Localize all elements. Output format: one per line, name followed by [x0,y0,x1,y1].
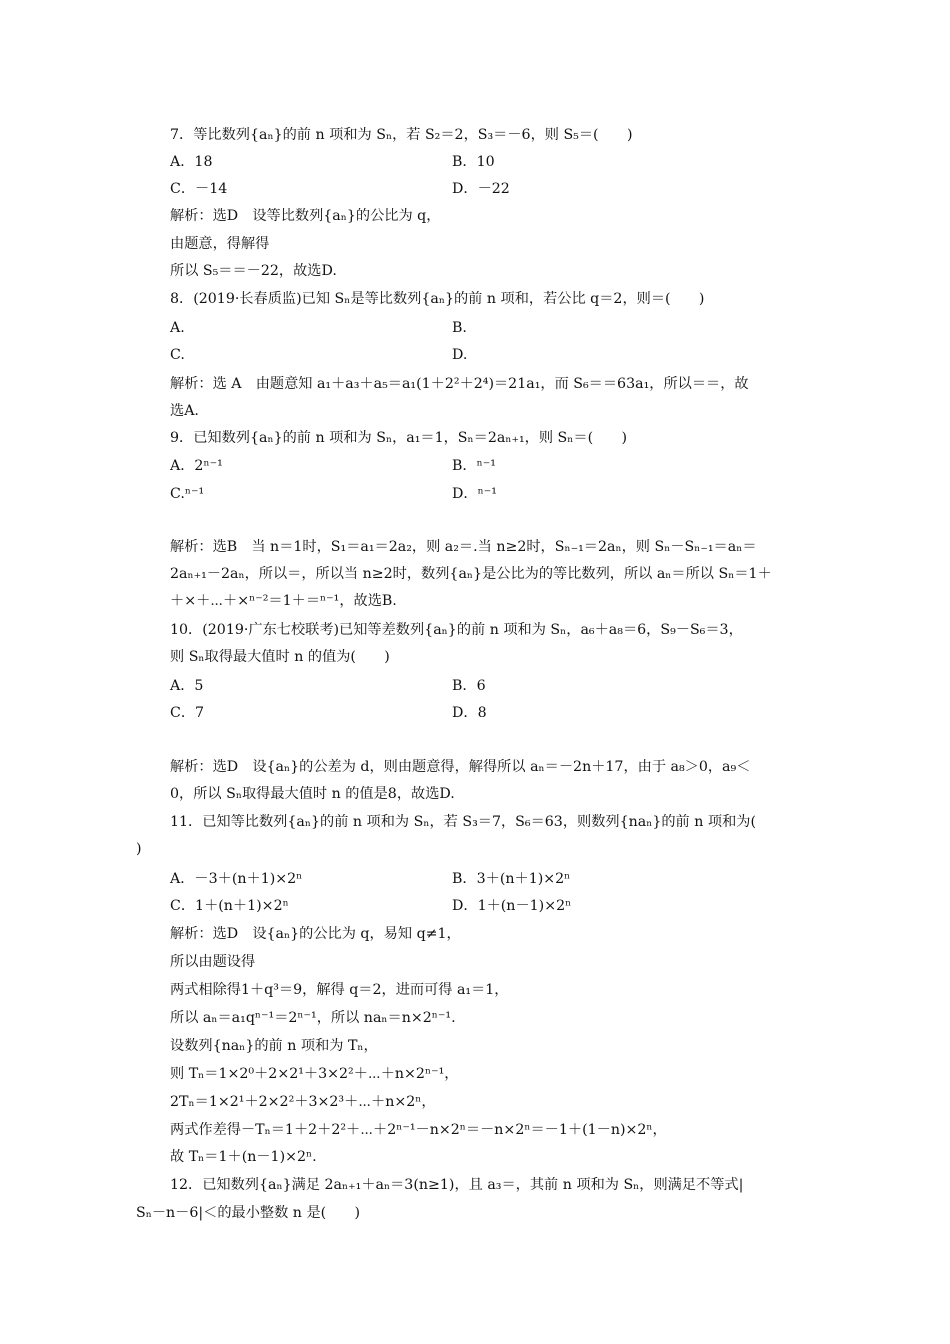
answer-option: D．－22 [452,181,510,197]
answer-option: C．7 [170,705,205,721]
text-line: 所以 S₅＝＝－22，故选D. [170,263,337,279]
text-line: 2aₙ₊₁－2aₙ，所以＝，所以当 n≥2时，数列{aₙ}是公比为的等比数列，所以 aₙ＝所以 Sₙ＝1＋ [170,566,772,582]
answer-option: D．ⁿ⁻¹ [452,486,497,502]
text-line: 则 Tₙ＝1×2⁰＋2×2¹＋3×2²＋⋯＋n×2ⁿ⁻¹， [170,1066,459,1082]
answer-option: C. [170,347,185,363]
text-line: ＋×＋⋯＋×ⁿ⁻²＝1＋＝ⁿ⁻¹，故选B. [170,593,397,609]
text-line: 0，所以 Sₙ取得最大值时 n 的值是8，故选D. [170,786,455,802]
text-line: 选A. [170,403,199,419]
answer-option: B．10 [452,154,495,170]
text-line: 所以 aₙ＝a₁qⁿ⁻¹＝2ⁿ⁻¹，所以 naₙ＝n×2ⁿ⁻¹. [170,1010,456,1026]
answer-option: C．1＋(n＋1)×2ⁿ [170,898,289,914]
text-line: 解析：选D 设{aₙ}的公比为 q，易知 q≠1， [170,926,461,942]
text-line: Sₙ－n－6|＜的最小整数 n 是( ) [136,1205,361,1221]
answer-option: D．8 [452,705,487,721]
answer-option: B. [452,320,467,336]
text-line: ) [136,841,142,857]
text-line: 10．(2019·广东七校联考)已知等差数列{aₙ}的前 n 项和为 Sₙ，a₆＋a₈＝6，S₉－S₆＝3， [170,622,743,638]
answer-option: B．6 [452,678,486,694]
text-line: 解析：选B 当 n＝1时，S₁＝a₁＝2a₂，则 a₂＝.当 n≥2时，Sₙ₋₁＝2aₙ，则 Sₙ－Sₙ₋₁＝aₙ＝ [170,539,757,555]
text-line: 由题意，得解得 [170,236,270,252]
text-line: 故 Tₙ＝1＋(n－1)×2ⁿ. [170,1149,317,1165]
answer-option: D．1＋(n－1)×2ⁿ [452,898,572,914]
text-line: 解析：选D 设{aₙ}的公差为 d，则由题意得，解得所以 aₙ＝－2n＋17，由于 a₈＞0，a₉＜ [170,759,751,775]
answer-option: A．18 [170,154,213,170]
text-line: 则 Sₙ取得最大值时 n 的值为( ) [170,649,390,665]
answer-option: A. [170,320,185,336]
text-line: 解析：选D 设等比数列{aₙ}的公比为 q， [170,208,441,224]
answer-option: A．2ⁿ⁻¹ [170,458,223,474]
answer-option: C．－14 [170,181,228,197]
text-line: 设数列{naₙ}的前 n 项和为 Tₙ， [170,1038,378,1054]
answer-option: A．5 [170,678,204,694]
text-line: 两式相除得1＋q³＝9，解得 q＝2，进而可得 a₁＝1， [170,982,509,998]
text-line: 解析：选 A 由题意知 a₁＋a₃＋a₅＝a₁(1＋2²＋2⁴)＝21a₁，而 S₆＝＝63a₁，所以＝＝，故 [170,376,749,392]
text-line: 12．已知数列{aₙ}满足 2aₙ₊₁＋aₙ＝3(n≥1)，且 a₃＝，其前 n 项和为 Sₙ，则满足不等式| [170,1177,744,1193]
text-line: 所以由题设得 [170,954,256,970]
answer-option: B．ⁿ⁻¹ [452,458,496,474]
text-line: 8．(2019·长春质监)已知 Sₙ是等比数列{aₙ}的前 n 项和，若公比 q＝2，则＝( ) [170,291,705,307]
text-line: 2Tₙ＝1×2¹＋2×2²＋3×2³＋⋯＋n×2ⁿ， [170,1094,436,1110]
text-line: 两式作差得－Tₙ＝1＋2＋2²＋⋯＋2ⁿ⁻¹－n×2ⁿ＝－n×2ⁿ＝－1＋(1－n)×2ⁿ， [170,1122,667,1138]
text-line: 9．已知数列{aₙ}的前 n 项和为 Sₙ，a₁＝1，Sₙ＝2aₙ₊₁，则 Sₙ＝( ) [170,430,628,446]
answer-option: D. [452,347,468,363]
answer-option: B．3＋(n＋1)×2ⁿ [452,871,571,887]
text-line: 11．已知等比数列{aₙ}的前 n 项和为 Sₙ，若 S₃＝7，S₆＝63，则数列{naₙ}的前 n 项和为( [170,814,756,830]
answer-option: A．－3＋(n＋1)×2ⁿ [170,871,303,887]
text-line: 7．等比数列{aₙ}的前 n 项和为 Sₙ，若 S₂＝2，S₃＝－6，则 S₅＝( ) [170,127,633,143]
answer-option: C.ⁿ⁻¹ [170,486,205,502]
